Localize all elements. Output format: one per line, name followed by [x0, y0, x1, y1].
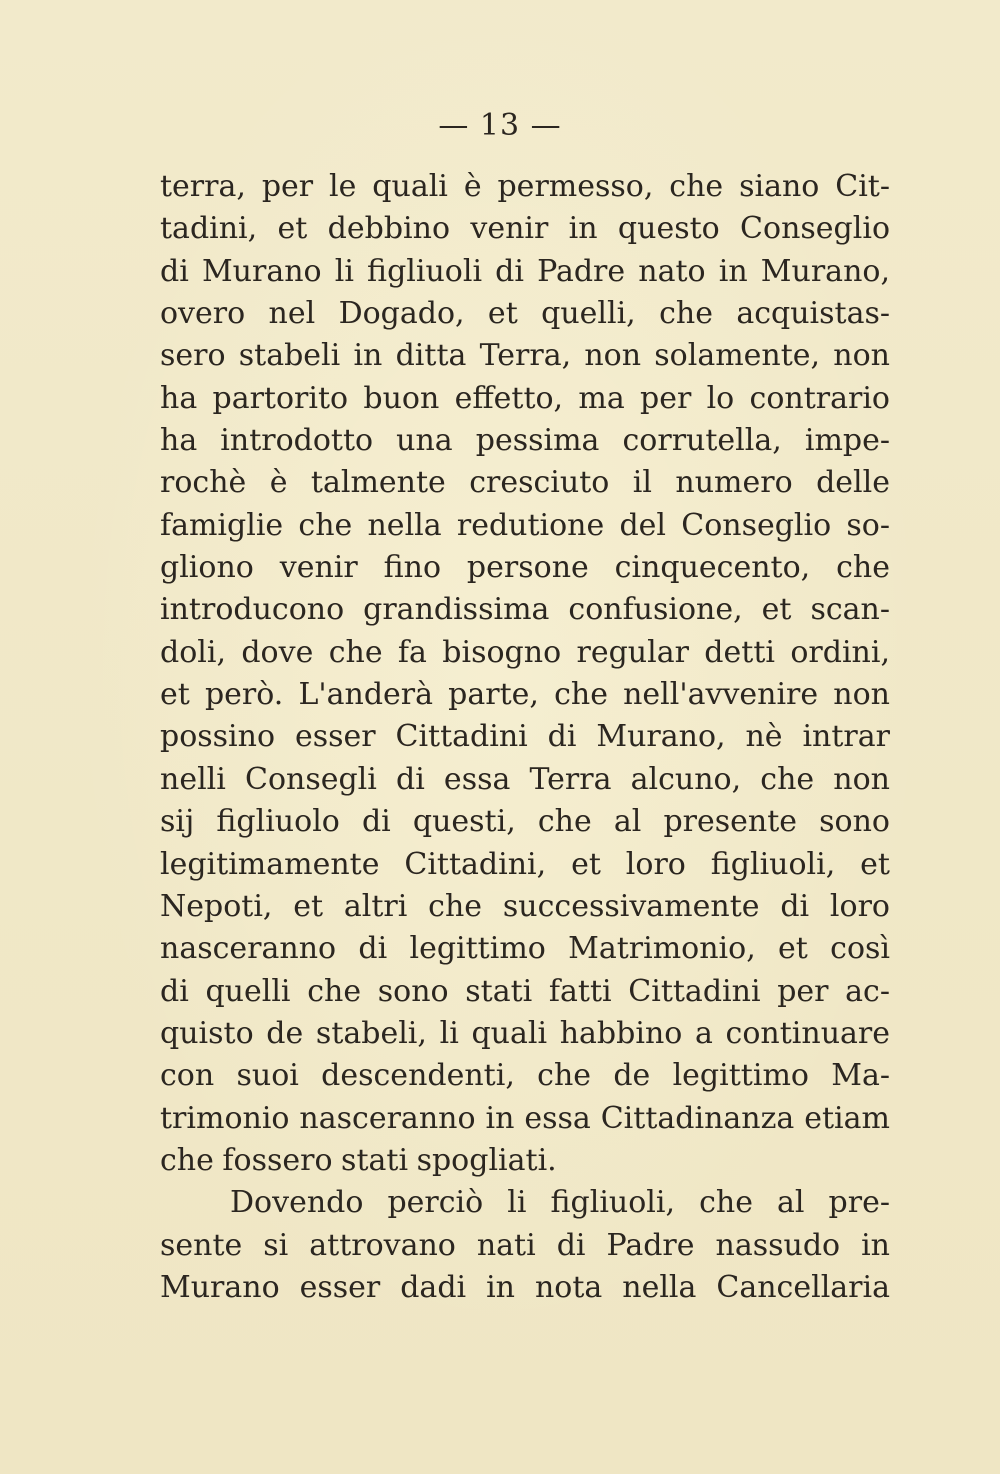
text-line: terra, per le quali è permesso, che siano Cit- [160, 169, 890, 204]
text-line: nasceranno di legittimo Matrimonio, et così [160, 931, 890, 967]
text-line: ha partorito buon effetto, ma per lo contrario [160, 380, 890, 416]
paragraph [160, 166, 890, 1182]
text-line: gliono venir fino persone cinquecento, che [160, 550, 890, 586]
text-line: et però. L'anderà parte, che nell'avvenire non [160, 677, 890, 713]
text-line: overo nel Dogado, et quelli, che acquistas- [160, 296, 890, 332]
text-line: famiglie che nella redutione del Conseglio so- [160, 507, 890, 543]
text-line: possino esser Cittadini di Murano, nè intrar [160, 719, 890, 755]
text-line: doli, dove che fa bisogno regular detti ordini, [160, 634, 890, 670]
text-line: quisto de stabeli, li quali habbino a continuare [160, 1015, 890, 1051]
text-line: Nepoti, et altri che successivamente di loro [160, 888, 890, 924]
text-line: Dovendo perciò li figliuoli, che al pre- [230, 1185, 890, 1221]
text-line: sij figliuolo di questi, che al presente sono [160, 804, 890, 840]
text-line: nelli Consegli di essa Terra alcuno, che non [160, 761, 890, 797]
page-number: — 13 — [438, 108, 562, 143]
text-line: ha introdotto una pessima corrutella, impe- [160, 423, 890, 459]
text-line: di Murano li figliuoli di Padre nato in Murano, [160, 253, 890, 289]
text-line: che fossero stati spogliati. [160, 1142, 557, 1178]
text-line: trimonio nasceranno in essa Cittadinanza etiam [160, 1100, 890, 1136]
text-line: legitimamente Cittadini, et loro figliuoli, et [160, 846, 890, 882]
text-line: sero stabeli in ditta Terra, non solamente, non [160, 338, 890, 374]
text-line: di quelli che sono stati fatti Cittadini per ac- [160, 973, 890, 1009]
text-line: rochè è talmente cresciuto il numero delle [160, 465, 890, 501]
body-text [160, 166, 890, 1309]
paragraph [160, 1182, 890, 1309]
text-line: con suoi descendenti, che de legittimo Ma- [160, 1058, 890, 1094]
text-line: tadini, et debbino venir in questo Conseglio [160, 211, 890, 247]
text-line: introducono grandissima confusione, et scan- [160, 592, 890, 628]
text-line: Murano esser dadi in nota nella Cancellaria [160, 1269, 890, 1305]
text-line: sente si attrovano nati di Padre nassudo in [160, 1227, 890, 1263]
